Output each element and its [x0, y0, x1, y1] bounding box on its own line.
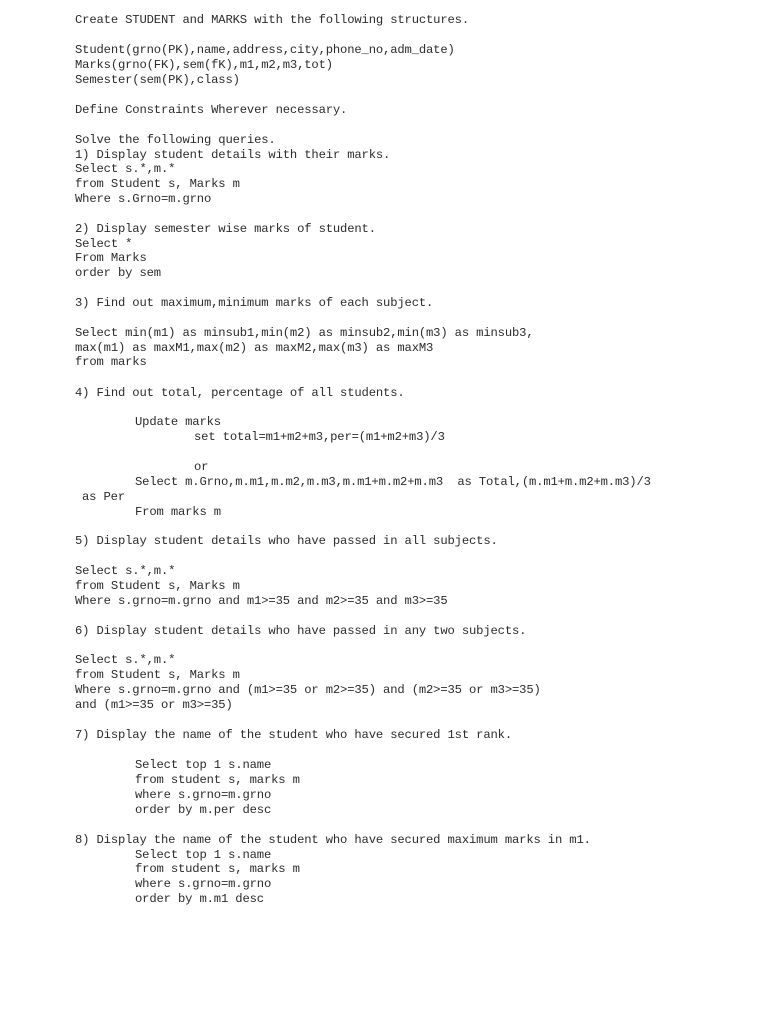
marks-table-structure: Marks(grno(FK),sem(fK),m1,m2,m3,tot) — [75, 58, 333, 72]
q4-or-label: or — [194, 460, 209, 474]
q4-update-line: set total=m1+m2+m3,per=(m1+m2+m3)/3 — [194, 430, 445, 444]
q5-sql-line: Select s.*,m.* — [75, 564, 176, 578]
q8-sql-line: from student s, marks m — [135, 862, 300, 876]
constraints-note: Define Constraints Wherever necessary. — [75, 103, 348, 117]
student-table-structure: Student(grno(PK),name,address,city,phone_no,adm_date) — [75, 43, 455, 57]
q4-update-line: Update marks — [135, 415, 221, 429]
question-2: 2) Display semester wise marks of student. — [75, 222, 376, 236]
q7-sql-line: Select top 1 s.name — [135, 758, 272, 772]
q4-select-line: From marks m — [135, 505, 221, 519]
q1-sql-line: from Student s, Marks m — [75, 177, 240, 191]
task-statement: Create STUDENT and MARKS with the following structures. — [75, 13, 470, 27]
question-7: 7) Display the name of the student who have secured 1st rank. — [75, 728, 512, 742]
q3-sql-line: max(m1) as maxM1,max(m2) as maxM2,max(m3) as maxM3 — [75, 341, 434, 355]
q7-sql-line: where s.grno=m.grno — [135, 788, 272, 802]
q2-sql-line: From Marks — [75, 251, 147, 265]
question-8: 8) Display the name of the student who have secured maximum marks in m1. — [75, 833, 591, 847]
q4-select-line: as Per — [82, 490, 125, 504]
question-5: 5) Display student details who have passed in all subjects. — [75, 534, 498, 548]
q8-sql-line: order by m.m1 desc — [135, 892, 264, 906]
q1-sql-line: Select s.*,m.* — [75, 162, 176, 176]
q6-sql-line: Where s.grno=m.grno and (m1>=35 or m2>=35) and (m2>=35 or m3>=35) — [75, 683, 541, 697]
q5-sql-line: Where s.grno=m.grno and m1>=35 and m2>=35 and m3>=35 — [75, 594, 448, 608]
q5-sql-line: from Student s, Marks m — [75, 579, 240, 593]
q7-sql-line: order by m.per desc — [135, 803, 272, 817]
q6-sql-line: Select s.*,m.* — [75, 653, 176, 667]
q1-sql-line: Where s.Grno=m.grno — [75, 192, 212, 206]
question-3: 3) Find out maximum,minimum marks of each subject. — [75, 296, 434, 310]
question-4: 4) Find out total, percentage of all students. — [75, 386, 405, 400]
solve-heading: Solve the following queries. — [75, 133, 276, 147]
q2-sql-line: order by sem — [75, 266, 161, 280]
question-1: 1) Display student details with their marks. — [75, 148, 391, 162]
semester-table-structure: Semester(sem(PK),class) — [75, 73, 240, 87]
q3-sql-line: Select min(m1) as minsub1,min(m2) as minsub2,min(m3) as minsub3, — [75, 326, 534, 340]
q6-sql-line: from Student s, Marks m — [75, 668, 240, 682]
q8-sql-line: Select top 1 s.name — [135, 848, 272, 862]
question-6: 6) Display student details who have passed in any two subjects. — [75, 624, 527, 638]
q3-sql-line: from marks — [75, 355, 147, 369]
q6-sql-line: and (m1>=35 or m3>=35) — [75, 698, 233, 712]
q7-sql-line: from student s, marks m — [135, 773, 300, 787]
q4-select-line: Select m.Grno,m.m1,m.m2,m.m3,m.m1+m.m2+m.m3 as Total,(m.m1+m.m2+m.m3)/3 — [135, 475, 651, 489]
q2-sql-line: Select * — [75, 237, 133, 251]
q8-sql-line: where s.grno=m.grno — [135, 877, 272, 891]
